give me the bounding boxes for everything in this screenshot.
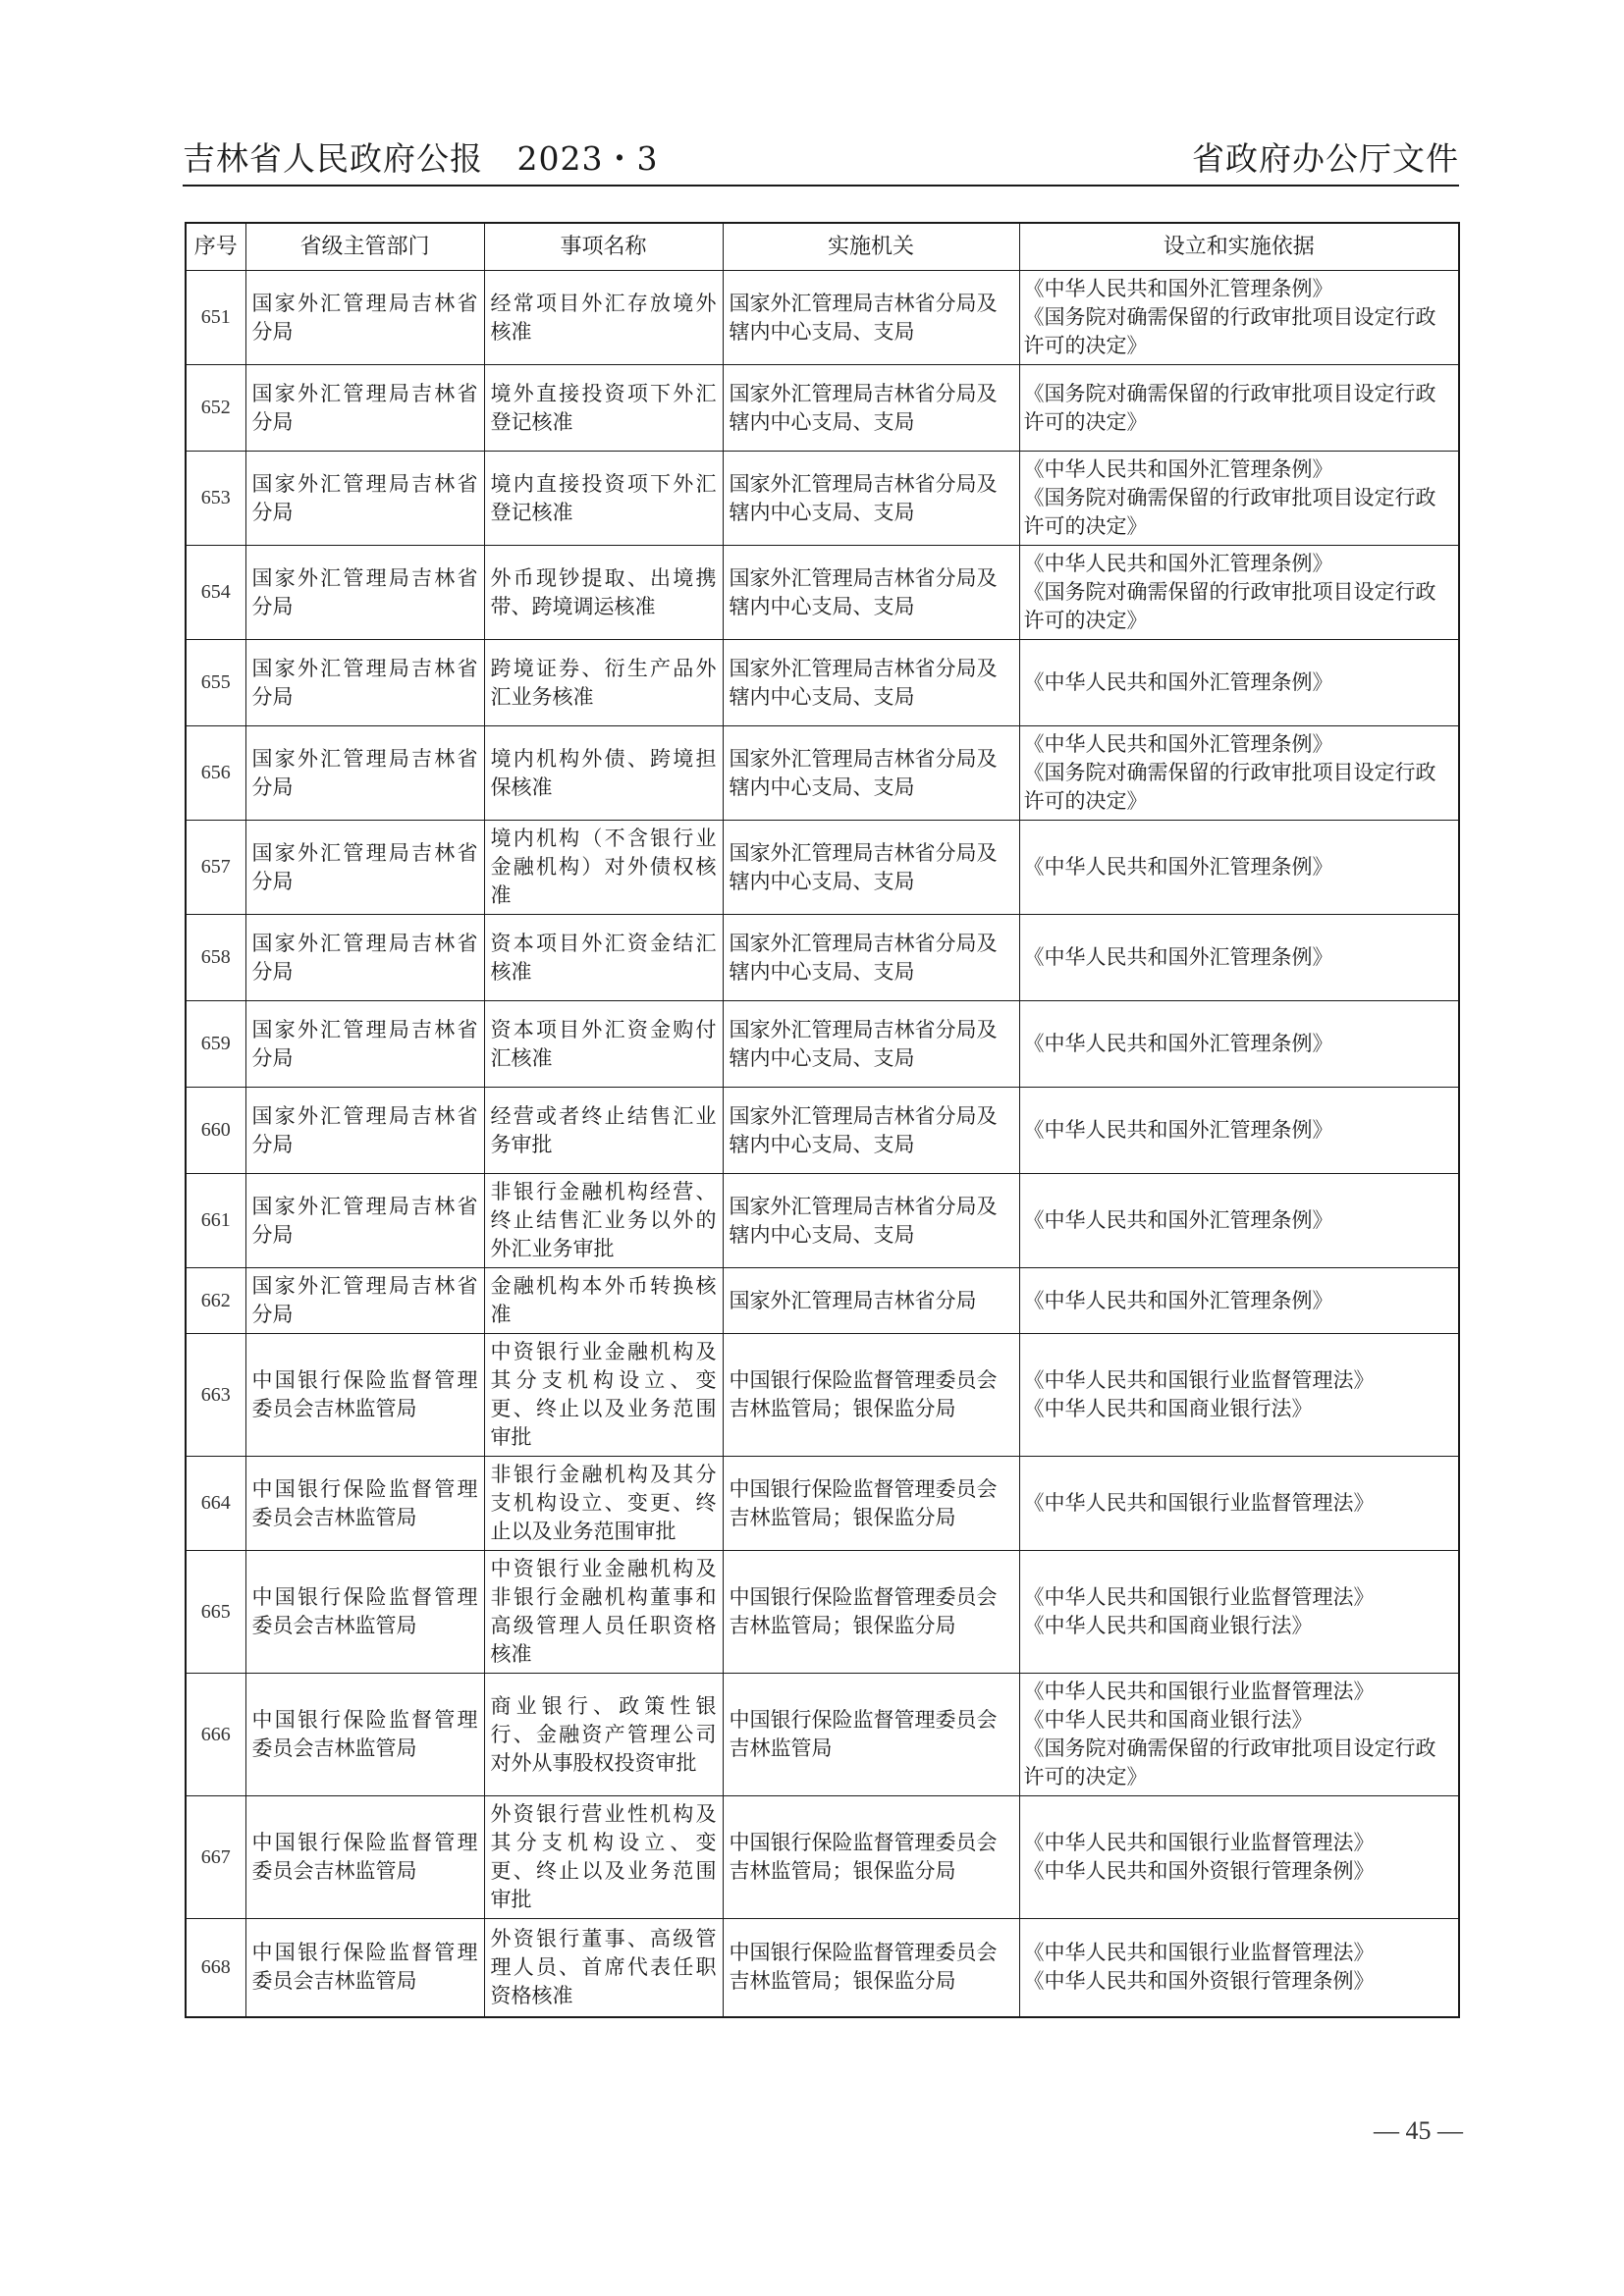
table-row xyxy=(186,271,1459,365)
row-number: 657 xyxy=(186,821,245,915)
row-item-name: 境内机构（不含银行业金融机构）对外债权核准 xyxy=(484,821,723,915)
row-basis xyxy=(1019,1334,1459,1457)
row-basis xyxy=(1019,365,1459,452)
row-number: 658 xyxy=(186,915,245,1001)
row-number: 654 xyxy=(186,546,245,640)
row-agency: 国家外汇管理局吉林省分局及辖内中心支局、支局 xyxy=(723,1088,1019,1174)
row-agency: 中国银行保险监督管理委员会吉林监管局；银保监分局 xyxy=(723,1457,1019,1551)
basis-law: 《中华人民共和国银行业监督管理法》 xyxy=(1023,1941,1375,1965)
row-item-name: 外资银行营业性机构及其分支机构设立、变更、终止以及业务范围审批 xyxy=(484,1796,723,1919)
row-department: 国家外汇管理局吉林省分局 xyxy=(245,452,484,546)
table-row xyxy=(186,1674,1459,1796)
row-department: 中国银行保险监督管理委员会吉林监管局 xyxy=(245,1551,484,1674)
row-basis xyxy=(1019,452,1459,546)
basis-law: 《中华人民共和国外汇管理条例》 xyxy=(1023,1288,1333,1312)
basis-law: 《中华人民共和国外汇管理条例》 xyxy=(1023,552,1333,575)
row-item-name: 非银行金融机构及其分支机构设立、变更、终止以及业务范围审批 xyxy=(484,1457,723,1551)
row-number: 655 xyxy=(186,640,245,726)
basis-law: 《中华人民共和国外汇管理条例》 xyxy=(1023,855,1333,879)
row-basis xyxy=(1019,915,1459,1001)
basis-law: 《国务院对确需保留的行政审批项目设定行政许可的决定》 xyxy=(1023,305,1436,357)
row-item-name: 经常项目外汇存放境外核准 xyxy=(484,271,723,365)
row-department: 国家外汇管理局吉林省分局 xyxy=(245,365,484,452)
row-agency: 国家外汇管理局吉林省分局 xyxy=(723,1268,1019,1334)
row-agency: 国家外汇管理局吉林省分局及辖内中心支局、支局 xyxy=(723,915,1019,1001)
row-item-name: 资本项目外汇资金结汇核准 xyxy=(484,915,723,1001)
table-row xyxy=(186,365,1459,452)
row-basis xyxy=(1019,1919,1459,2017)
row-item-name: 金融机构本外币转换核准 xyxy=(484,1268,723,1334)
row-basis xyxy=(1019,1457,1459,1551)
row-department: 国家外汇管理局吉林省分局 xyxy=(245,821,484,915)
header-rule xyxy=(183,185,1459,187)
row-item-name: 非银行金融机构经营、终止结售汇业务以外的外汇业务审批 xyxy=(484,1174,723,1268)
row-basis xyxy=(1019,1268,1459,1334)
basis-law: 《国务院对确需保留的行政审批项目设定行政许可的决定》 xyxy=(1023,580,1436,632)
table-row xyxy=(186,1796,1459,1919)
table-row xyxy=(186,1268,1459,1334)
row-number: 651 xyxy=(186,271,245,365)
page-header xyxy=(183,126,1459,187)
row-item-name: 境外直接投资项下外汇登记核准 xyxy=(484,365,723,452)
row-department: 国家外汇管理局吉林省分局 xyxy=(245,1174,484,1268)
basis-law: 《中华人民共和国外汇管理条例》 xyxy=(1023,1118,1333,1142)
row-agency: 中国银行保险监督管理委员会吉林监管局；银保监分局 xyxy=(723,1919,1019,2017)
row-agency: 国家外汇管理局吉林省分局及辖内中心支局、支局 xyxy=(723,1174,1019,1268)
page-number: — 45 — xyxy=(1374,2116,1463,2145)
basis-law: 《中华人民共和国商业银行法》 xyxy=(1023,1397,1313,1420)
row-department: 中国银行保险监督管理委员会吉林监管局 xyxy=(245,1919,484,2017)
column-header-basis: 设立和实施依据 xyxy=(1019,223,1459,271)
row-number: 656 xyxy=(186,726,245,821)
row-agency: 国家外汇管理局吉林省分局及辖内中心支局、支局 xyxy=(723,365,1019,452)
row-department: 中国银行保险监督管理委员会吉林监管局 xyxy=(245,1457,484,1551)
items-table xyxy=(185,222,1460,2018)
row-item-name: 资本项目外汇资金购付汇核准 xyxy=(484,1001,723,1088)
row-item-name: 外资银行董事、高级管理人员、首席代表任职资格核准 xyxy=(484,1919,723,2017)
row-agency: 国家外汇管理局吉林省分局及辖内中心支局、支局 xyxy=(723,726,1019,821)
journal-name: 吉林省人民政府公报 xyxy=(183,139,483,178)
table-row xyxy=(186,452,1459,546)
row-agency: 国家外汇管理局吉林省分局及辖内中心支局、支局 xyxy=(723,452,1019,546)
row-item-name: 境内直接投资项下外汇登记核准 xyxy=(484,452,723,546)
row-department: 中国银行保险监督管理委员会吉林监管局 xyxy=(245,1796,484,1919)
row-basis xyxy=(1019,726,1459,821)
row-number: 665 xyxy=(186,1551,245,1674)
row-number: 659 xyxy=(186,1001,245,1088)
journal-title xyxy=(183,133,658,180)
row-agency: 中国银行保险监督管理委员会吉林监管局；银保监分局 xyxy=(723,1334,1019,1457)
row-agency: 国家外汇管理局吉林省分局及辖内中心支局、支局 xyxy=(723,271,1019,365)
basis-law: 《中华人民共和国银行业监督管理法》 xyxy=(1023,1368,1375,1392)
row-item-name: 中资银行业金融机构及其分支机构设立、变更、终止以及业务范围审批 xyxy=(484,1334,723,1457)
row-department: 国家外汇管理局吉林省分局 xyxy=(245,1088,484,1174)
row-item-name: 境内机构外债、跨境担保核准 xyxy=(484,726,723,821)
basis-law: 《中华人民共和国商业银行法》 xyxy=(1023,1708,1313,1732)
basis-law: 《中华人民共和国外资银行管理条例》 xyxy=(1023,1969,1375,1994)
row-department: 国家外汇管理局吉林省分局 xyxy=(245,915,484,1001)
column-header-no: 序号 xyxy=(186,223,245,271)
row-department: 国家外汇管理局吉林省分局 xyxy=(245,640,484,726)
basis-law: 《中华人民共和国商业银行法》 xyxy=(1023,1614,1313,1637)
basis-law: 《中华人民共和国外汇管理条例》 xyxy=(1023,1208,1333,1232)
basis-law: 《中华人民共和国外汇管理条例》 xyxy=(1023,732,1333,756)
row-number: 652 xyxy=(186,365,245,452)
table-row xyxy=(186,1919,1459,2017)
table-row xyxy=(186,821,1459,915)
row-department: 国家外汇管理局吉林省分局 xyxy=(245,1001,484,1088)
row-number: 661 xyxy=(186,1174,245,1268)
row-basis xyxy=(1019,546,1459,640)
row-agency: 中国银行保险监督管理委员会吉林监管局 xyxy=(723,1674,1019,1796)
journal-issue: 2023・3 xyxy=(516,139,659,178)
table-row xyxy=(186,1088,1459,1174)
row-number: 664 xyxy=(186,1457,245,1551)
table-row xyxy=(186,1457,1459,1551)
table-body xyxy=(186,271,1459,2017)
row-basis xyxy=(1019,1796,1459,1919)
row-number: 667 xyxy=(186,1796,245,1919)
table-row xyxy=(186,1001,1459,1088)
row-item-name: 经营或者终止结售汇业务审批 xyxy=(484,1088,723,1174)
row-item-name: 中资银行业金融机构及非银行金融机构董事和高级管理人员任职资格核准 xyxy=(484,1551,723,1674)
row-basis xyxy=(1019,821,1459,915)
row-agency: 国家外汇管理局吉林省分局及辖内中心支局、支局 xyxy=(723,546,1019,640)
column-header-item: 事项名称 xyxy=(484,223,723,271)
row-number: 663 xyxy=(186,1334,245,1457)
basis-law: 《中华人民共和国外汇管理条例》 xyxy=(1023,1032,1333,1055)
row-item-name: 商业银行、政策性银行、金融资产管理公司对外从事股权投资审批 xyxy=(484,1674,723,1796)
table-row xyxy=(186,1174,1459,1268)
basis-law: 《国务院对确需保留的行政审批项目设定行政许可的决定》 xyxy=(1023,1736,1436,1789)
row-department: 国家外汇管理局吉林省分局 xyxy=(245,1268,484,1334)
table-row xyxy=(186,726,1459,821)
row-basis xyxy=(1019,271,1459,365)
row-basis xyxy=(1019,1088,1459,1174)
row-number: 653 xyxy=(186,452,245,546)
row-department: 中国银行保险监督管理委员会吉林监管局 xyxy=(245,1674,484,1796)
row-agency: 中国银行保险监督管理委员会吉林监管局；银保监分局 xyxy=(723,1796,1019,1919)
table-header-row xyxy=(186,223,1459,271)
row-basis xyxy=(1019,1001,1459,1088)
basis-law: 《中华人民共和国银行业监督管理法》 xyxy=(1023,1585,1375,1609)
row-item-name: 跨境证券、衍生产品外汇业务核准 xyxy=(484,640,723,726)
row-agency: 中国银行保险监督管理委员会吉林监管局；银保监分局 xyxy=(723,1551,1019,1674)
row-agency: 国家外汇管理局吉林省分局及辖内中心支局、支局 xyxy=(723,640,1019,726)
column-header-agency: 实施机关 xyxy=(723,223,1019,271)
table-row xyxy=(186,640,1459,726)
basis-law: 《中华人民共和国外汇管理条例》 xyxy=(1023,945,1333,969)
row-agency: 国家外汇管理局吉林省分局及辖内中心支局、支局 xyxy=(723,821,1019,915)
basis-law: 《中华人民共和国外资银行管理条例》 xyxy=(1023,1859,1375,1883)
row-number: 666 xyxy=(186,1674,245,1796)
table-row xyxy=(186,1551,1459,1674)
row-number: 660 xyxy=(186,1088,245,1174)
section-title: 省政府办公厅文件 xyxy=(1192,139,1459,178)
row-basis xyxy=(1019,1674,1459,1796)
basis-law: 《中华人民共和国银行业监督管理法》 xyxy=(1023,1831,1375,1854)
row-agency: 国家外汇管理局吉林省分局及辖内中心支局、支局 xyxy=(723,1001,1019,1088)
row-basis xyxy=(1019,640,1459,726)
row-basis xyxy=(1019,1551,1459,1674)
table-row xyxy=(186,915,1459,1001)
row-basis xyxy=(1019,1174,1459,1268)
table-row xyxy=(186,1334,1459,1457)
row-department: 国家外汇管理局吉林省分局 xyxy=(245,271,484,365)
row-item-name: 外币现钞提取、出境携带、跨境调运核准 xyxy=(484,546,723,640)
basis-law: 《中华人民共和国外汇管理条例》 xyxy=(1023,277,1333,300)
row-number: 662 xyxy=(186,1268,245,1334)
row-number: 668 xyxy=(186,1919,245,2017)
row-department: 国家外汇管理局吉林省分局 xyxy=(245,726,484,821)
row-department: 中国银行保险监督管理委员会吉林监管局 xyxy=(245,1334,484,1457)
basis-law: 《中华人民共和国外汇管理条例》 xyxy=(1023,670,1333,694)
table-row xyxy=(186,546,1459,640)
basis-law: 《中华人民共和国外汇管理条例》 xyxy=(1023,457,1333,481)
basis-law: 《中华人民共和国银行业监督管理法》 xyxy=(1023,1680,1375,1703)
basis-law: 《中华人民共和国银行业监督管理法》 xyxy=(1023,1491,1375,1515)
basis-law: 《国务院对确需保留的行政审批项目设定行政许可的决定》 xyxy=(1023,761,1436,813)
basis-law: 《国务院对确需保留的行政审批项目设定行政许可的决定》 xyxy=(1023,381,1436,434)
column-header-dept: 省级主管部门 xyxy=(245,223,484,271)
basis-law: 《国务院对确需保留的行政审批项目设定行政许可的决定》 xyxy=(1023,486,1436,538)
row-department: 国家外汇管理局吉林省分局 xyxy=(245,546,484,640)
